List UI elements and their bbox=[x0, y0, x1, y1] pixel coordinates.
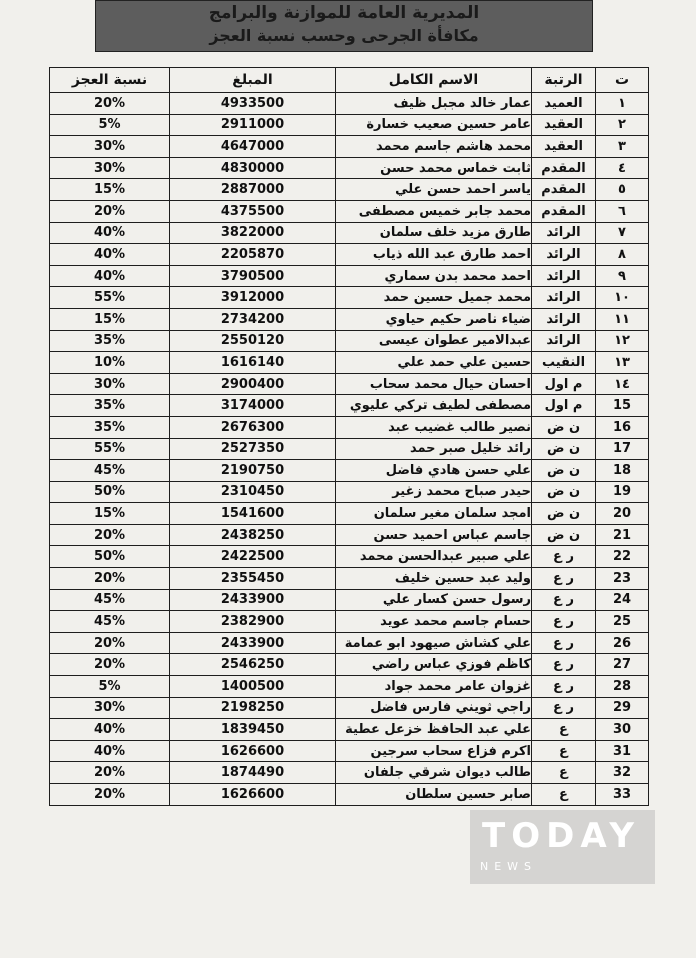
row-amount: 4933500 bbox=[170, 93, 336, 115]
row-full-name: احمد طارق عبد الله ذياب bbox=[336, 244, 532, 266]
row-full-name: عبدالامير عطوان عيسى bbox=[336, 330, 532, 352]
row-disability-percent: 50% bbox=[50, 546, 170, 568]
row-full-name: ضياء ناصر حكيم حياوي bbox=[336, 308, 532, 330]
row-disability-percent: 20% bbox=[50, 200, 170, 222]
row-amount: 3174000 bbox=[170, 395, 336, 417]
row-amount: 1874490 bbox=[170, 762, 336, 784]
table-body bbox=[50, 93, 649, 806]
row-amount: 2911000 bbox=[170, 114, 336, 136]
row-rank: المقدم bbox=[532, 179, 596, 201]
row-number: 29 bbox=[596, 697, 649, 719]
table-row bbox=[50, 330, 649, 352]
table-row bbox=[50, 697, 649, 719]
column-header-number: ت bbox=[596, 68, 649, 93]
row-number: 18 bbox=[596, 460, 649, 482]
row-full-name: حيدر صباح محمد زغير bbox=[336, 481, 532, 503]
watermark-logo: TODAY bbox=[482, 816, 640, 856]
row-disability-percent: 30% bbox=[50, 373, 170, 395]
table-row bbox=[50, 265, 649, 287]
table-row bbox=[50, 179, 649, 201]
table-row bbox=[50, 611, 649, 633]
row-disability-percent: 30% bbox=[50, 136, 170, 158]
row-number: ٢ bbox=[596, 114, 649, 136]
row-disability-percent: 20% bbox=[50, 524, 170, 546]
row-number: 16 bbox=[596, 416, 649, 438]
table-row bbox=[50, 524, 649, 546]
row-disability-percent: 15% bbox=[50, 503, 170, 525]
row-disability-percent: 20% bbox=[50, 568, 170, 590]
row-rank: ر ع bbox=[532, 632, 596, 654]
table-row bbox=[50, 589, 649, 611]
row-amount: 2734200 bbox=[170, 308, 336, 330]
table-row bbox=[50, 546, 649, 568]
row-rank: الرائد bbox=[532, 330, 596, 352]
news-watermark bbox=[470, 810, 655, 884]
row-amount: 2422500 bbox=[170, 546, 336, 568]
table-row bbox=[50, 308, 649, 330]
table-row bbox=[50, 373, 649, 395]
row-number: ١ bbox=[596, 93, 649, 115]
row-number: 17 bbox=[596, 438, 649, 460]
row-disability-percent: 35% bbox=[50, 330, 170, 352]
row-amount: 2546250 bbox=[170, 654, 336, 676]
row-disability-percent: 45% bbox=[50, 611, 170, 633]
row-rank: ع bbox=[532, 740, 596, 762]
table-row bbox=[50, 654, 649, 676]
row-number: 23 bbox=[596, 568, 649, 590]
row-number: 28 bbox=[596, 676, 649, 698]
row-full-name: حسام جاسم محمد عويد bbox=[336, 611, 532, 633]
row-amount: 4647000 bbox=[170, 136, 336, 158]
row-full-name: اكرم فزاع سحاب سرجين bbox=[336, 740, 532, 762]
row-disability-percent: 55% bbox=[50, 287, 170, 309]
row-full-name: احمد محمد بدن سماري bbox=[336, 265, 532, 287]
row-full-name: ياسر احمد حسن علي bbox=[336, 179, 532, 201]
row-amount: 3822000 bbox=[170, 222, 336, 244]
row-number: 21 bbox=[596, 524, 649, 546]
row-disability-percent: 40% bbox=[50, 244, 170, 266]
row-amount: 2550120 bbox=[170, 330, 336, 352]
row-rank: ن ض bbox=[532, 481, 596, 503]
row-full-name: مصطفى لطيف تركي عليوي bbox=[336, 395, 532, 417]
row-number: 30 bbox=[596, 719, 649, 741]
row-number: 22 bbox=[596, 546, 649, 568]
row-number: 27 bbox=[596, 654, 649, 676]
table-row bbox=[50, 244, 649, 266]
row-rank: ع bbox=[532, 784, 596, 806]
row-rank: م اول bbox=[532, 373, 596, 395]
column-header-rank: الرتبة bbox=[532, 68, 596, 93]
row-number: ٨ bbox=[596, 244, 649, 266]
row-number: ٩ bbox=[596, 265, 649, 287]
row-amount: 2310450 bbox=[170, 481, 336, 503]
row-number: ١٠ bbox=[596, 287, 649, 309]
row-full-name: امجد سلمان مغير سلمان bbox=[336, 503, 532, 525]
row-disability-percent: 45% bbox=[50, 460, 170, 482]
table-header-row bbox=[50, 68, 649, 93]
row-amount: 3790500 bbox=[170, 265, 336, 287]
row-full-name: جاسم عباس احميد حسن bbox=[336, 524, 532, 546]
row-amount: 2355450 bbox=[170, 568, 336, 590]
row-amount: 2887000 bbox=[170, 179, 336, 201]
row-rank: ع bbox=[532, 719, 596, 741]
row-rank: م اول bbox=[532, 395, 596, 417]
table-row bbox=[50, 222, 649, 244]
document-header bbox=[95, 0, 593, 52]
table-row bbox=[50, 114, 649, 136]
compensation-table bbox=[49, 67, 649, 806]
row-full-name: حسين علي حمد علي bbox=[336, 352, 532, 374]
row-disability-percent: 15% bbox=[50, 179, 170, 201]
row-amount: 4830000 bbox=[170, 157, 336, 179]
row-amount: 2433900 bbox=[170, 632, 336, 654]
row-rank: الرائد bbox=[532, 244, 596, 266]
table-row bbox=[50, 784, 649, 806]
row-disability-percent: 20% bbox=[50, 784, 170, 806]
table-row bbox=[50, 568, 649, 590]
row-amount: 2527350 bbox=[170, 438, 336, 460]
row-rank: النقيب bbox=[532, 352, 596, 374]
row-disability-percent: 40% bbox=[50, 222, 170, 244]
column-header-full-name: الاسم الكامل bbox=[336, 68, 532, 93]
row-number: 19 bbox=[596, 481, 649, 503]
row-amount: 2198250 bbox=[170, 697, 336, 719]
row-rank: المقدم bbox=[532, 200, 596, 222]
row-full-name: علي كشاش صيهود ابو عمامة bbox=[336, 632, 532, 654]
row-full-name: عامر حسين صعيب خسارة bbox=[336, 114, 532, 136]
table-row bbox=[50, 740, 649, 762]
row-number: ٣ bbox=[596, 136, 649, 158]
row-amount: 2900400 bbox=[170, 373, 336, 395]
row-amount: 2205870 bbox=[170, 244, 336, 266]
row-disability-percent: 5% bbox=[50, 676, 170, 698]
header-subject: مكافأة الجرحى وحسب نسبة العجز bbox=[209, 26, 479, 45]
row-number: ١٣ bbox=[596, 352, 649, 374]
table-row bbox=[50, 287, 649, 309]
row-disability-percent: 15% bbox=[50, 308, 170, 330]
row-disability-percent: 40% bbox=[50, 719, 170, 741]
row-rank: الرائد bbox=[532, 308, 596, 330]
row-amount: 2190750 bbox=[170, 460, 336, 482]
row-full-name: علي حسن هادي فاضل bbox=[336, 460, 532, 482]
row-full-name: صابر حسين سلطان bbox=[336, 784, 532, 806]
column-header-disability-percent: نسبة العجز bbox=[50, 68, 170, 93]
table-row bbox=[50, 762, 649, 784]
row-disability-percent: 20% bbox=[50, 654, 170, 676]
row-amount: 1400500 bbox=[170, 676, 336, 698]
row-rank: ن ض bbox=[532, 438, 596, 460]
row-full-name: وليد عبد حسين خليف bbox=[336, 568, 532, 590]
row-rank: ر ع bbox=[532, 654, 596, 676]
table-row bbox=[50, 676, 649, 698]
row-full-name: نصير طالب غضيب عبد bbox=[336, 416, 532, 438]
row-number: ١١ bbox=[596, 308, 649, 330]
row-rank: العقيد bbox=[532, 114, 596, 136]
table-row bbox=[50, 395, 649, 417]
row-full-name: محمد جابر خميس مصطفى bbox=[336, 200, 532, 222]
row-full-name: محمد هاشم جاسم محمد bbox=[336, 136, 532, 158]
row-disability-percent: 10% bbox=[50, 352, 170, 374]
row-rank: الرائد bbox=[532, 287, 596, 309]
row-number: ٧ bbox=[596, 222, 649, 244]
header-department: المديرية العامة للموازنة والبرامج bbox=[208, 3, 480, 23]
table-row bbox=[50, 93, 649, 115]
row-rank: العميد bbox=[532, 93, 596, 115]
row-full-name: طالب ديوان شرقي جلفان bbox=[336, 762, 532, 784]
row-rank: ع bbox=[532, 762, 596, 784]
row-rank: ن ض bbox=[532, 460, 596, 482]
row-full-name: عمار خالد مجبل ظيف bbox=[336, 93, 532, 115]
row-disability-percent: 5% bbox=[50, 114, 170, 136]
row-full-name: كاظم فوزي عباس راضي bbox=[336, 654, 532, 676]
row-number: 31 bbox=[596, 740, 649, 762]
row-disability-percent: 35% bbox=[50, 395, 170, 417]
row-full-name: راجي ثويني فارس فاضل bbox=[336, 697, 532, 719]
row-full-name: رائد خليل صبر حمد bbox=[336, 438, 532, 460]
row-amount: 1616140 bbox=[170, 352, 336, 374]
table-row bbox=[50, 481, 649, 503]
row-full-name: طارق مزيد خلف سلمان bbox=[336, 222, 532, 244]
row-amount: 3912000 bbox=[170, 287, 336, 309]
row-rank: ر ع bbox=[532, 568, 596, 590]
row-rank: ر ع bbox=[532, 697, 596, 719]
row-disability-percent: 30% bbox=[50, 697, 170, 719]
row-disability-percent: 50% bbox=[50, 481, 170, 503]
row-amount: 4375500 bbox=[170, 200, 336, 222]
row-disability-percent: 35% bbox=[50, 416, 170, 438]
row-rank: العقيد bbox=[532, 136, 596, 158]
row-number: 26 bbox=[596, 632, 649, 654]
table-row bbox=[50, 352, 649, 374]
row-number: ١٤ bbox=[596, 373, 649, 395]
row-disability-percent: 45% bbox=[50, 589, 170, 611]
table-row bbox=[50, 503, 649, 525]
table-row bbox=[50, 632, 649, 654]
row-rank: ر ع bbox=[532, 611, 596, 633]
row-rank: ر ع bbox=[532, 676, 596, 698]
row-full-name: احسان حيال محمد سحاب bbox=[336, 373, 532, 395]
row-amount: 1839450 bbox=[170, 719, 336, 741]
column-header-amount: المبلغ bbox=[170, 68, 336, 93]
row-full-name: علي صبير عبدالحسن محمد bbox=[336, 546, 532, 568]
row-full-name: غزوان عامر محمد جواد bbox=[336, 676, 532, 698]
row-amount: 2438250 bbox=[170, 524, 336, 546]
row-full-name: علي عبد الحافظ خزعل عطية bbox=[336, 719, 532, 741]
table-row bbox=[50, 157, 649, 179]
row-full-name: ثابت خماس محمد حسن bbox=[336, 157, 532, 179]
row-disability-percent: 40% bbox=[50, 265, 170, 287]
row-rank: ن ض bbox=[532, 416, 596, 438]
row-disability-percent: 30% bbox=[50, 157, 170, 179]
row-rank: ر ع bbox=[532, 546, 596, 568]
row-rank: ن ض bbox=[532, 503, 596, 525]
row-amount: 2433900 bbox=[170, 589, 336, 611]
row-rank: ر ع bbox=[532, 589, 596, 611]
row-rank: المقدم bbox=[532, 157, 596, 179]
row-disability-percent: 20% bbox=[50, 632, 170, 654]
row-number: ٥ bbox=[596, 179, 649, 201]
row-amount: 1626600 bbox=[170, 784, 336, 806]
row-full-name: رسول حسن كسار علي bbox=[336, 589, 532, 611]
row-amount: 1541600 bbox=[170, 503, 336, 525]
watermark-subtitle: NEWS bbox=[480, 860, 538, 873]
row-disability-percent: 55% bbox=[50, 438, 170, 460]
row-number: 33 bbox=[596, 784, 649, 806]
row-full-name: محمد جميل حسين حمد bbox=[336, 287, 532, 309]
table-row bbox=[50, 438, 649, 460]
row-number: 20 bbox=[596, 503, 649, 525]
table-row bbox=[50, 719, 649, 741]
row-number: 32 bbox=[596, 762, 649, 784]
row-disability-percent: 20% bbox=[50, 93, 170, 115]
row-number: ٦ bbox=[596, 200, 649, 222]
row-amount: 2382900 bbox=[170, 611, 336, 633]
table-row bbox=[50, 460, 649, 482]
row-rank: الرائد bbox=[532, 265, 596, 287]
row-number: ١٢ bbox=[596, 330, 649, 352]
row-disability-percent: 20% bbox=[50, 762, 170, 784]
row-disability-percent: 40% bbox=[50, 740, 170, 762]
row-amount: 2676300 bbox=[170, 416, 336, 438]
row-amount: 1626600 bbox=[170, 740, 336, 762]
row-number: 15 bbox=[596, 395, 649, 417]
table-row bbox=[50, 416, 649, 438]
table-row bbox=[50, 136, 649, 158]
row-rank: ن ض bbox=[532, 524, 596, 546]
row-number: 25 bbox=[596, 611, 649, 633]
row-number: ٤ bbox=[596, 157, 649, 179]
row-number: 24 bbox=[596, 589, 649, 611]
row-rank: الرائد bbox=[532, 222, 596, 244]
table-row bbox=[50, 200, 649, 222]
